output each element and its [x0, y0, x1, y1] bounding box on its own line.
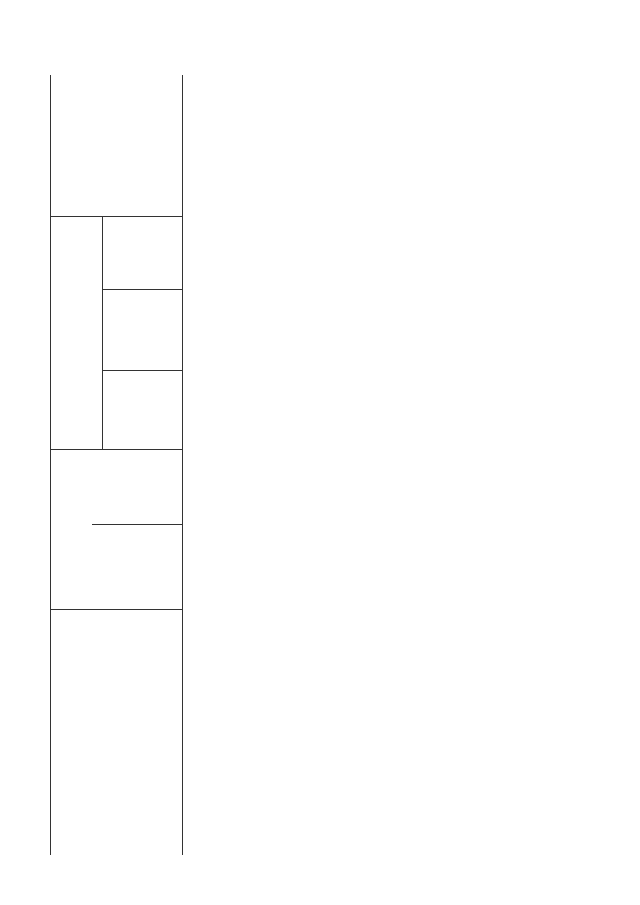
footer-file: [12, 761, 24, 851]
